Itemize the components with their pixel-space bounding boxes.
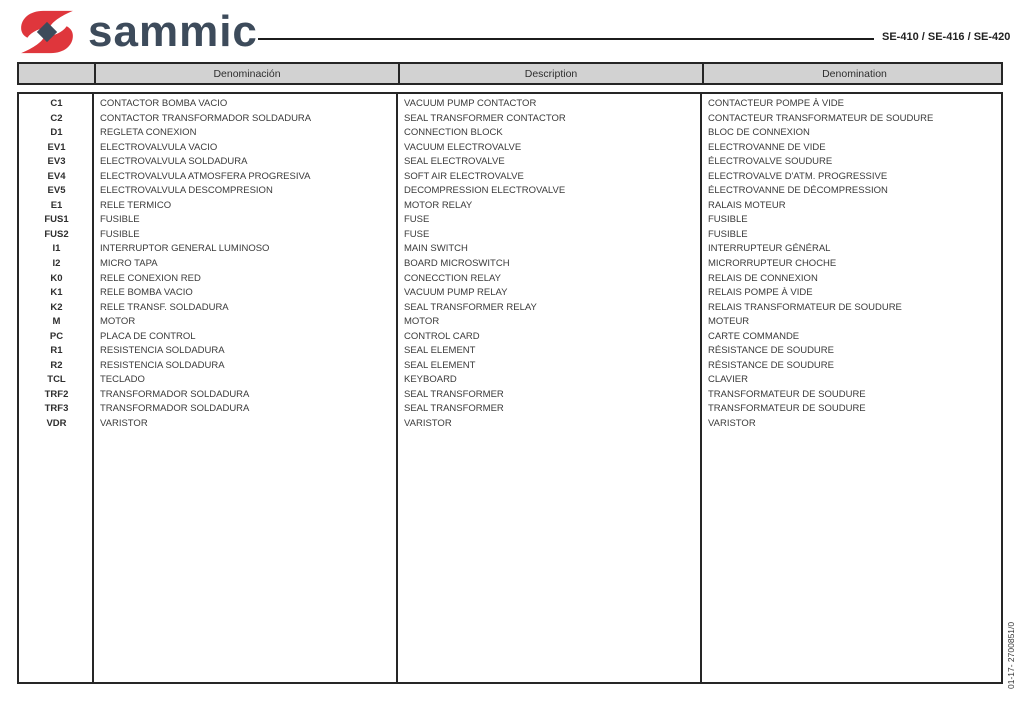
row-description: SEAL ELEMENT (404, 345, 476, 357)
header-rule (258, 38, 874, 40)
sammic-s-logo-icon (16, 9, 78, 55)
row-code: R2 (50, 359, 63, 371)
row-code: EV5 (47, 185, 66, 197)
table-row (19, 170, 1001, 185)
brand-wordmark: sammic (88, 7, 258, 56)
row-denominacion: ELECTROVALVULA ATMOSFERA PROGRESIVA (100, 170, 311, 182)
header-cell-code (19, 64, 94, 83)
row-description: MAIN SWITCH (404, 243, 468, 255)
row-denomination: ÉLECTROVANNE DE DÉCOMPRESSION (708, 185, 888, 197)
table-row (19, 315, 1001, 330)
row-denomination: RALAIS MOTEUR (708, 199, 786, 211)
row-denominacion: MICRO TAPA (100, 258, 158, 270)
table-row (19, 286, 1001, 301)
row-denomination: RÉSISTANCE DE SOUDURE (708, 345, 834, 357)
row-denomination: TRANSFORMATEUR DE SOUDURE (708, 388, 866, 400)
row-code: I2 (52, 258, 61, 270)
row-denominacion: VARISTOR (100, 418, 148, 430)
row-description: SEAL TRANSFORMER CONTACTOR (404, 112, 566, 124)
row-description: BOARD MICROSWITCH (404, 258, 510, 270)
table-row (19, 417, 1001, 432)
header-cell-denomination: Denomination (702, 64, 1005, 83)
table-row (19, 359, 1001, 374)
row-denomination: CLAVIER (708, 374, 748, 386)
row-code: TRF3 (44, 403, 69, 415)
row-denominacion: TRANSFORMADOR SOLDADURA (100, 403, 250, 415)
row-denomination: MICRORRUPTEUR CHOCHE (708, 258, 837, 270)
row-code: FUS2 (44, 228, 69, 240)
table-row (19, 213, 1001, 228)
table-row (19, 199, 1001, 214)
parts-table-header (17, 62, 1003, 85)
row-code: C2 (50, 112, 63, 124)
row-code: K0 (50, 272, 63, 284)
row-description: DECOMPRESSION ELECTROVALVE (404, 185, 566, 197)
row-denominacion: RELE TRANSF. SOLDADURA (100, 301, 229, 313)
row-description: SEAL TRANSFORMER (404, 388, 504, 400)
row-denominacion: RELE CONEXION RED (100, 272, 201, 284)
table-row (19, 126, 1001, 141)
table-row (19, 184, 1001, 199)
row-denominacion: FUSIBLE (100, 214, 140, 226)
row-denomination: BLOC DE CONNEXION (708, 127, 810, 139)
row-code: D1 (50, 127, 63, 139)
table-row (19, 242, 1001, 257)
table-row (19, 301, 1001, 316)
row-code: I1 (52, 243, 61, 255)
row-code: TRF2 (44, 388, 69, 400)
row-code: PC (49, 330, 64, 342)
header-cell-description: Description (398, 64, 702, 83)
row-description: VARISTOR (404, 418, 452, 430)
table-row (19, 97, 1001, 112)
row-code: VDR (46, 418, 67, 430)
brand-logo (16, 6, 258, 58)
row-denominacion: ELECTROVALVULA DESCOMPRESION (100, 185, 273, 197)
row-denomination: CONTACTEUR TRANSFORMATEUR DE SOUDURE (708, 112, 934, 124)
row-description: FUSE (404, 214, 430, 226)
row-denomination: FUSIBLE (708, 228, 748, 240)
row-denomination: RELAIS DE CONNEXION (708, 272, 818, 284)
row-denomination: INTERRUPTEUR GÉNÉRAL (708, 243, 831, 255)
row-denomination: ELECTROVALVE D'ATM. PROGRESSIVE (708, 170, 888, 182)
row-description: FUSE (404, 228, 430, 240)
row-code: C1 (50, 98, 63, 109)
row-denominacion: INTERRUPTOR GENERAL LUMINOSO (100, 243, 270, 255)
row-description: KEYBOARD (404, 374, 457, 386)
row-code: K1 (50, 287, 63, 299)
table-row (19, 272, 1001, 287)
row-code: FUS1 (44, 214, 69, 226)
table-body-rows (19, 97, 1001, 432)
row-code: R1 (50, 345, 63, 357)
row-description: SEAL TRANSFORMER RELAY (404, 301, 537, 313)
row-denomination: CONTACTEUR POMPE À VIDE (708, 98, 845, 109)
row-denominacion: FUSIBLE (100, 228, 140, 240)
row-code: EV3 (47, 156, 66, 168)
row-description: SOFT AIR ELECTROVALVE (404, 170, 524, 182)
row-denomination: ÉLECTROVALVE SOUDURE (708, 156, 833, 168)
document-code-vertical-label: 01-17- 2700851/0 (1006, 621, 1016, 689)
row-denominacion: RESISTENCIA SOLDADURA (100, 345, 225, 357)
row-code: EV4 (47, 170, 66, 182)
table-row (19, 228, 1001, 243)
row-description: VACUUM PUMP RELAY (404, 287, 508, 299)
table-row (19, 402, 1001, 417)
table-row (19, 344, 1001, 359)
row-description: VACUUM ELECTROVALVE (404, 141, 522, 153)
row-denomination: VARISTOR (708, 418, 756, 430)
row-description: SEAL TRANSFORMER (404, 403, 504, 415)
row-denomination: RÉSISTANCE DE SOUDURE (708, 359, 834, 371)
row-denominacion: REGLETA CONEXION (100, 127, 197, 139)
row-denominacion: RELE BOMBA VACIO (100, 287, 193, 299)
row-code: EV1 (47, 141, 66, 153)
row-description: CONNECTION BLOCK (404, 127, 503, 139)
row-denominacion: RELE TERMICO (100, 199, 172, 211)
row-description: MOTOR RELAY (404, 199, 473, 211)
table-row (19, 373, 1001, 388)
row-code: K2 (50, 301, 63, 313)
row-description: SEAL ELECTROVALVE (404, 156, 505, 168)
table-row (19, 112, 1001, 127)
table-row (19, 257, 1001, 272)
row-denominacion: ELECTROVALVULA VACIO (100, 141, 218, 153)
row-denomination: FUSIBLE (708, 214, 748, 226)
table-row (19, 141, 1001, 156)
header-cell-denominacion: Denominación (94, 64, 398, 83)
row-description: CONTROL CARD (404, 330, 480, 342)
row-denominacion: CONTACTOR TRANSFORMADOR SOLDADURA (100, 112, 312, 124)
row-code: M (52, 316, 61, 328)
row-denominacion: CONTACTOR BOMBA VACIO (100, 98, 228, 109)
parts-table-body (17, 92, 1003, 684)
row-description: CONECCTION RELAY (404, 272, 501, 284)
row-denominacion: PLACA DE CONTROL (100, 330, 196, 342)
table-row (19, 388, 1001, 403)
row-denomination: RELAIS POMPE À VIDE (708, 287, 813, 299)
row-description: MOTOR (404, 316, 440, 328)
row-code: TCL (47, 374, 66, 386)
row-denomination: RELAIS TRANSFORMATEUR DE SOUDURE (708, 301, 902, 313)
row-denominacion: TRANSFORMADOR SOLDADURA (100, 388, 250, 400)
row-description: SEAL ELEMENT (404, 359, 476, 371)
table-row (19, 155, 1001, 170)
row-denomination: TRANSFORMATEUR DE SOUDURE (708, 403, 866, 415)
row-code: E1 (50, 199, 63, 211)
row-denominacion: MOTOR (100, 316, 136, 328)
row-description: VACUUM PUMP CONTACTOR (404, 98, 537, 109)
row-denominacion: RESISTENCIA SOLDADURA (100, 359, 225, 371)
row-denomination: ELECTROVANNE DE VIDE (708, 141, 826, 153)
row-denominacion: TECLADO (100, 374, 145, 386)
row-denomination: MOTEUR (708, 316, 750, 328)
model-numbers-label: SE-410 / SE-416 / SE-420 (882, 31, 1011, 43)
row-denominacion: ELECTROVALVULA SOLDADURA (100, 156, 248, 168)
table-row (19, 330, 1001, 345)
row-denomination: CARTE COMMANDE (708, 330, 800, 342)
